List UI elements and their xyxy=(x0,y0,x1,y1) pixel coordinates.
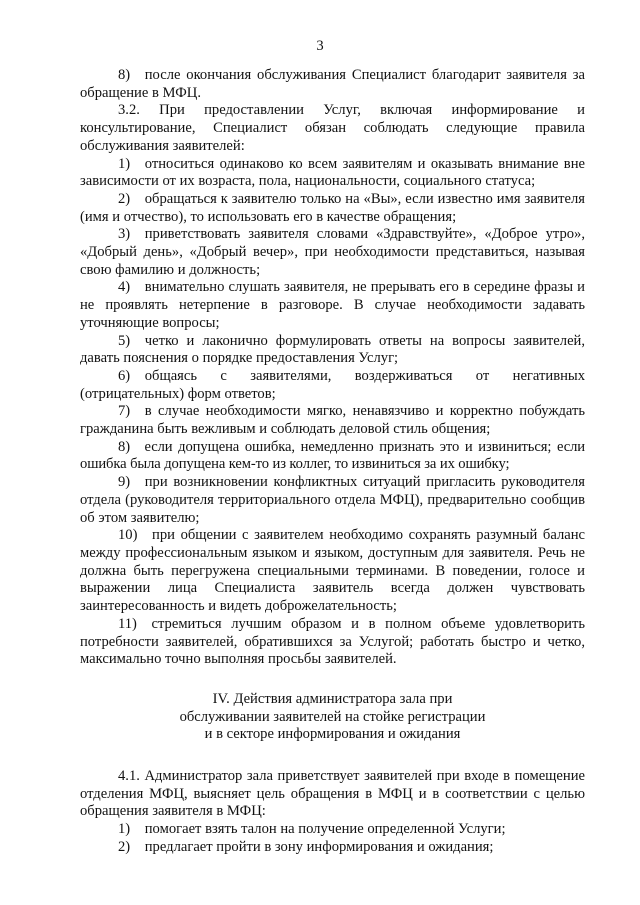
paragraph: 10) при общении с заявителем необходимо сохранять разумный баланс между профессиональным языком и языком, доступным для заявителя. Речь не должна быть перегружена специальными терминами. В поведении, голосе и выражении лица Специалиста заявитель всегда должен чувствовать заинтересованность и видеть доброжелательность; xyxy=(80,527,585,615)
paragraph: 4.1. Администратор зала приветствует заявителей при входе в помещение отделения МФЦ, выясняет цель обращения в МФЦ и в соответствии с целью обращения заявителя в МФЦ: xyxy=(80,768,585,820)
paragraph: 8) если допущена ошибка, немедленно признать это и извиниться; если ошибка была допущена кем-то из коллег, то извиниться за их ошибку; xyxy=(80,438,585,473)
paragraph: 1) относиться одинаково ко всем заявителям и оказывать внимание вне зависимости от их возраста, пола, национальности, социального статуса; xyxy=(80,155,585,190)
section-heading-line: IV. Действия администратора зала при xyxy=(212,690,453,707)
spacer xyxy=(80,744,585,768)
section-heading-line: обслуживании заявителей на стойке регистрации xyxy=(179,708,486,725)
section-heading xyxy=(80,691,585,744)
paragraph: 1) помогает взять талон на получение определенной Услуги; xyxy=(118,821,506,838)
paragraph: 4) внимательно слушать заявителя, не прерывать его в середине фразы и не проявлять нетерпение в разговоре. В случае необходимости задавать уточняющие вопросы; xyxy=(80,279,585,331)
paragraph: 11) стремиться лучшим образом и в полном объеме удовлетворить потребности заявителей, обратившихся за Услугой; работать быстро и четко, максимально точно выполняя просьбы заявителей. xyxy=(80,615,585,668)
paragraph: 3.2. При предоставлении Услуг, включая информирование и консультирование, Специалист обязан соблюдать следующие правила обслуживания заявителей: xyxy=(80,102,585,154)
paragraph: 7) в случае необходимости мягко, ненавязчиво и корректно побуждать гражданина быть вежливым и соблюдать деловой стиль общения; xyxy=(80,403,585,438)
paragraph: 9) при возникновении конфликтных ситуаций пригласить руководителя отдела (руководителя территориального отдела МФЦ), предварительно сообщив об этом заявителю; xyxy=(80,474,585,526)
paragraph: 5) четко и лаконично формулировать ответы на вопросы заявителей, давать пояснения о порядке предоставления Услуг; xyxy=(80,332,585,367)
document-body xyxy=(80,67,585,857)
page-number: 3 xyxy=(316,38,324,54)
paragraph: 6) общаясь с заявителями, воздерживаться от негативных (отрицательных) форм ответов; xyxy=(80,367,585,402)
section-heading-line: и в секторе информирования и ожидания xyxy=(204,726,461,743)
paragraph: 3) приветствовать заявителя словами «Здравствуйте», «Доброе утро», «Добрый день», «Добрый вечер», при необходимости представиться, называя свою фамилию и должность; xyxy=(80,226,585,278)
paragraph: 2) предлагает пройти в зону информирования и ожидания; xyxy=(118,838,494,855)
paragraph: 8) после окончания обслуживания Специалист благодарит заявителя за обращение в МФЦ. xyxy=(80,67,585,101)
paragraph: 2) обращаться к заявителю только на «Вы», если известно имя заявителя (имя и отчество), то использовать его в качестве обращения; xyxy=(80,190,585,225)
